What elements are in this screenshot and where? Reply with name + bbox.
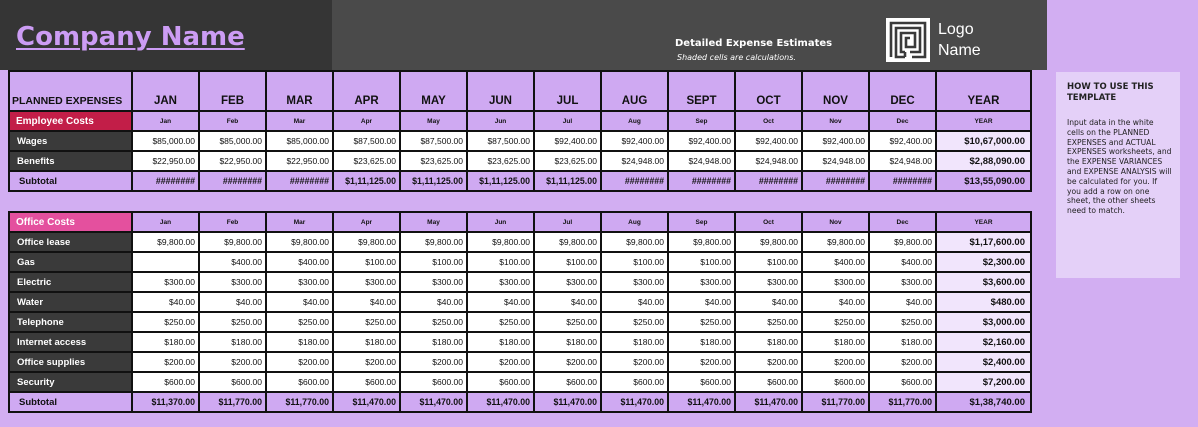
subtotal-cell: $1,11,125.00 [534,171,601,191]
month-header-feb: FEB [199,71,266,111]
input-cell[interactable]: $24,948.00 [735,151,802,171]
month-abbr-apr: Apr [333,111,400,131]
row-label: Gas [9,252,132,272]
input-cell[interactable]: $600.00 [467,372,534,392]
input-cell[interactable]: $180.00 [534,332,601,352]
input-cell[interactable]: $180.00 [132,332,199,352]
input-cell[interactable]: $300.00 [400,272,467,292]
row-label: Wages [9,131,132,151]
input-cell[interactable]: $300.00 [333,272,400,292]
month-abbr-aug: Aug [601,111,668,131]
subtotal-cell: ######## [601,171,668,191]
input-cell[interactable]: $40.00 [601,292,668,312]
input-cell[interactable]: $100.00 [735,252,802,272]
table-row [9,252,1031,272]
input-cell[interactable]: $100.00 [534,252,601,272]
input-cell[interactable]: $23,625.00 [400,151,467,171]
input-cell[interactable]: $92,400.00 [869,131,936,151]
subtotal-cell: $11,770.00 [802,392,869,412]
table-row [9,352,1031,372]
input-cell[interactable]: $250.00 [735,312,802,332]
input-cell[interactable]: $9,800.00 [802,232,869,252]
subtotal-row [9,171,1031,191]
input-cell[interactable]: $100.00 [333,252,400,272]
table-row [9,272,1031,292]
input-cell[interactable]: $92,400.00 [735,131,802,151]
input-cell[interactable]: $180.00 [601,332,668,352]
month-header-jan: JAN [132,71,199,111]
input-cell[interactable]: $250.00 [869,312,936,332]
input-cell[interactable]: $40.00 [132,292,199,312]
input-cell[interactable]: $600.00 [668,372,735,392]
year-abbr: YEAR [936,111,1031,131]
subtotal-cell: $11,770.00 [869,392,936,412]
input-cell[interactable]: $200.00 [802,352,869,372]
subtotal-cell: ######## [266,171,333,191]
input-cell[interactable]: $23,625.00 [467,151,534,171]
employee-costs-table [8,70,1032,192]
input-cell[interactable]: $250.00 [132,312,199,332]
input-cell[interactable]: $9,800.00 [869,232,936,252]
input-cell[interactable]: $600.00 [601,372,668,392]
year-header: YEAR [936,71,1031,111]
input-cell[interactable]: $22,950.00 [132,151,199,171]
input-cell[interactable]: $92,400.00 [534,131,601,151]
month-abbr-feb: Feb [199,111,266,131]
input-cell[interactable]: $600.00 [735,372,802,392]
year-total-cell: $2,300.00 [936,252,1031,272]
input-cell[interactable]: $250.00 [400,312,467,332]
subtotal-year-cell: $13,55,090.00 [936,171,1031,191]
input-cell[interactable]: $300.00 [802,272,869,292]
table-row [9,151,1031,171]
month-abbr-dec: Dec [869,111,936,131]
input-cell[interactable]: $250.00 [668,312,735,332]
header-left-panel [0,0,332,70]
month-abbr-row [9,111,1031,131]
input-cell[interactable]: $180.00 [735,332,802,352]
input-cell[interactable]: $23,625.00 [534,151,601,171]
input-cell[interactable]: $24,948.00 [601,151,668,171]
input-cell[interactable]: $200.00 [534,352,601,372]
page-title: Detailed Expense Estimates [675,38,833,49]
month-header-sept: SEPT [668,71,735,111]
input-cell[interactable]: $24,948.00 [668,151,735,171]
input-cell[interactable]: $85,000.00 [132,131,199,151]
month-abbr-oct: Oct [735,111,802,131]
input-cell[interactable]: $9,800.00 [400,232,467,252]
input-cell[interactable]: $85,000.00 [199,131,266,151]
subtotal-year-cell: $1,38,740.00 [936,392,1031,412]
input-cell[interactable]: $200.00 [400,352,467,372]
year-total-cell: $480.00 [936,292,1031,312]
input-cell[interactable]: $9,800.00 [333,232,400,252]
office-costs-table [8,211,1032,413]
input-cell[interactable]: $300.00 [534,272,601,292]
month-header-may: MAY [400,71,467,111]
logo-line-1: Logo [938,21,974,38]
how-to-use-panel [1056,72,1180,278]
month-abbr-may: May [400,111,467,131]
input-cell[interactable]: $250.00 [199,312,266,332]
input-cell[interactable]: $300.00 [199,272,266,292]
row-label: Electric [9,272,132,292]
row-label: Water [9,292,132,312]
table-row [9,292,1031,312]
month-abbr-nov: Nov [802,212,869,232]
how-to-body: Input data in the white cells on the PLANNED EXPENSES and ACTUAL EXPENSES worksheets, and the EXPENSE VARIANCES and EXPENSE ANALYSIS will be calculated for you. If you add a row on one sheet, the other sheets need to match. [1067,118,1172,216]
month-header-jun: JUN [467,71,534,111]
input-cell[interactable] [132,252,199,272]
year-total-cell: $2,400.00 [936,352,1031,372]
planned-expenses-heading: PLANNED EXPENSES [9,71,132,111]
month-abbr-dec: Dec [869,212,936,232]
subtotal-cell: $11,470.00 [333,392,400,412]
input-cell[interactable]: $180.00 [668,332,735,352]
table-row [9,232,1031,252]
row-label: Security [9,372,132,392]
input-cell[interactable]: $40.00 [400,292,467,312]
month-abbr-aug: Aug [601,212,668,232]
input-cell[interactable]: $300.00 [735,272,802,292]
input-cell[interactable]: $300.00 [601,272,668,292]
input-cell[interactable]: $300.00 [132,272,199,292]
input-cell[interactable]: $180.00 [467,332,534,352]
month-abbr-feb: Feb [199,212,266,232]
input-cell[interactable]: $300.00 [467,272,534,292]
input-cell[interactable]: $300.00 [266,272,333,292]
input-cell[interactable]: $87,500.00 [400,131,467,151]
input-cell[interactable]: $200.00 [735,352,802,372]
month-header-row [9,71,1031,111]
year-total-cell: $10,67,000.00 [936,131,1031,151]
subtotal-cell: $11,470.00 [735,392,802,412]
month-header-apr: APR [333,71,400,111]
input-cell[interactable]: $200.00 [601,352,668,372]
month-abbr-jan: Jan [132,111,199,131]
input-cell[interactable]: $250.00 [802,312,869,332]
input-cell[interactable]: $400.00 [869,252,936,272]
input-cell[interactable]: $9,800.00 [199,232,266,252]
month-abbr-may: May [400,212,467,232]
input-cell[interactable]: $250.00 [534,312,601,332]
input-cell[interactable]: $180.00 [333,332,400,352]
input-cell[interactable]: $9,800.00 [735,232,802,252]
input-cell[interactable]: $40.00 [802,292,869,312]
year-abbr: YEAR [936,212,1031,232]
table-row [9,312,1031,332]
year-total-cell: $2,160.00 [936,332,1031,352]
month-abbr-apr: Apr [333,212,400,232]
subtotal-cell: $11,470.00 [534,392,601,412]
table-row [9,332,1031,352]
month-header-dec: DEC [869,71,936,111]
input-cell[interactable]: $40.00 [266,292,333,312]
input-cell[interactable]: $40.00 [668,292,735,312]
subtotal-cell: ######## [735,171,802,191]
input-cell[interactable]: $100.00 [601,252,668,272]
subtotal-cell: $11,470.00 [668,392,735,412]
input-cell[interactable]: $600.00 [534,372,601,392]
year-total-cell: $3,000.00 [936,312,1031,332]
input-cell[interactable]: $100.00 [668,252,735,272]
input-cell[interactable]: $87,500.00 [467,131,534,151]
input-cell[interactable]: $100.00 [400,252,467,272]
month-header-mar: MAR [266,71,333,111]
input-cell[interactable]: $200.00 [266,352,333,372]
input-cell[interactable]: $200.00 [199,352,266,372]
input-cell[interactable]: $40.00 [199,292,266,312]
row-label: Internet access [9,332,132,352]
input-cell[interactable]: $9,800.00 [668,232,735,252]
input-cell[interactable]: $9,800.00 [601,232,668,252]
input-cell[interactable]: $24,948.00 [802,151,869,171]
input-cell[interactable]: $180.00 [400,332,467,352]
logo-maze-icon [886,18,930,62]
input-cell[interactable]: $85,000.00 [266,131,333,151]
page-subtitle: Shaded cells are calculations. [677,53,796,62]
input-cell[interactable]: $250.00 [467,312,534,332]
input-cell[interactable]: $40.00 [735,292,802,312]
input-cell[interactable]: $300.00 [869,272,936,292]
row-label: Office lease [9,232,132,252]
input-cell[interactable]: $300.00 [668,272,735,292]
input-cell[interactable]: $600.00 [400,372,467,392]
subtotal-row [9,392,1031,412]
subtotal-cell: ######## [668,171,735,191]
subtotal-cell: $11,470.00 [400,392,467,412]
month-header-nov: NOV [802,71,869,111]
subtotal-cell: $11,470.00 [601,392,668,412]
input-cell[interactable]: $200.00 [668,352,735,372]
input-cell[interactable]: $40.00 [534,292,601,312]
year-total-cell: $7,200.00 [936,372,1031,392]
month-abbr-jul: Jul [534,111,601,131]
month-abbr-jan: Jan [132,212,199,232]
input-cell[interactable]: $24,948.00 [869,151,936,171]
input-cell[interactable]: $22,950.00 [199,151,266,171]
month-abbr-mar: Mar [266,212,333,232]
input-cell[interactable]: $9,800.00 [534,232,601,252]
month-header-jul: JUL [534,71,601,111]
input-cell[interactable]: $180.00 [199,332,266,352]
logo-name [938,19,981,61]
how-to-title: HOW TO USE THIS TEMPLATE [1067,82,1154,103]
employee-costs-category: Employee Costs [9,111,132,131]
month-header-oct: OCT [735,71,802,111]
input-cell[interactable]: $23,625.00 [333,151,400,171]
input-cell[interactable]: $200.00 [132,352,199,372]
table-row [9,131,1031,151]
table-row [9,372,1031,392]
subtotal-cell: $11,770.00 [266,392,333,412]
input-cell[interactable]: $200.00 [467,352,534,372]
input-cell[interactable]: $180.00 [802,332,869,352]
month-abbr-oct: Oct [735,212,802,232]
subtotal-cell: ######## [802,171,869,191]
month-abbr-nov: Nov [802,111,869,131]
subtotal-label: Subtotal [9,171,132,191]
input-cell[interactable]: $92,400.00 [601,131,668,151]
input-cell[interactable]: $250.00 [601,312,668,332]
input-cell[interactable]: $9,800.00 [266,232,333,252]
month-abbr-row [9,212,1031,232]
input-cell[interactable]: $9,800.00 [467,232,534,252]
year-total-cell: $1,17,600.00 [936,232,1031,252]
year-total-cell: $2,88,090.00 [936,151,1031,171]
input-cell[interactable]: $600.00 [266,372,333,392]
input-cell[interactable]: $92,400.00 [668,131,735,151]
row-label: Telephone [9,312,132,332]
input-cell[interactable]: $400.00 [199,252,266,272]
month-abbr-sep: Sep [668,111,735,131]
month-header-aug: AUG [601,71,668,111]
month-abbr-sep: Sep [668,212,735,232]
month-abbr-jun: Jun [467,212,534,232]
input-cell[interactable]: $250.00 [333,312,400,332]
logo-line-2: Name [938,42,981,59]
input-cell[interactable]: $600.00 [802,372,869,392]
input-cell[interactable]: $40.00 [869,292,936,312]
input-cell[interactable]: $400.00 [266,252,333,272]
row-label: Benefits [9,151,132,171]
subtotal-cell: ######## [199,171,266,191]
input-cell[interactable]: $600.00 [333,372,400,392]
input-cell[interactable]: $600.00 [869,372,936,392]
subtotal-cell: $1,11,125.00 [400,171,467,191]
input-cell[interactable]: $22,950.00 [266,151,333,171]
subtotal-cell: $1,11,125.00 [333,171,400,191]
year-total-cell: $3,600.00 [936,272,1031,292]
input-cell[interactable]: $600.00 [132,372,199,392]
subtotal-label: Subtotal [9,392,132,412]
subtotal-cell: ######## [869,171,936,191]
input-cell[interactable]: $92,400.00 [802,131,869,151]
input-cell[interactable]: $40.00 [467,292,534,312]
input-cell[interactable]: $200.00 [333,352,400,372]
input-cell[interactable]: $250.00 [266,312,333,332]
input-cell[interactable]: $100.00 [467,252,534,272]
subtotal-cell: $11,370.00 [132,392,199,412]
subtotal-cell: $11,770.00 [199,392,266,412]
input-cell[interactable]: $87,500.00 [333,131,400,151]
input-cell[interactable]: $400.00 [802,252,869,272]
month-abbr-mar: Mar [266,111,333,131]
company-name[interactable]: Company Name [16,22,245,52]
input-cell[interactable]: $9,800.00 [132,232,199,252]
row-label: Office supplies [9,352,132,372]
input-cell[interactable]: $200.00 [869,352,936,372]
input-cell[interactable]: $40.00 [333,292,400,312]
input-cell[interactable]: $600.00 [199,372,266,392]
subtotal-cell: $1,11,125.00 [467,171,534,191]
input-cell[interactable]: $180.00 [869,332,936,352]
subtotal-cell: ######## [132,171,199,191]
office-costs-category: Office Costs [9,212,132,232]
subtotal-cell: $11,470.00 [467,392,534,412]
input-cell[interactable]: $180.00 [266,332,333,352]
month-abbr-jun: Jun [467,111,534,131]
month-abbr-jul: Jul [534,212,601,232]
